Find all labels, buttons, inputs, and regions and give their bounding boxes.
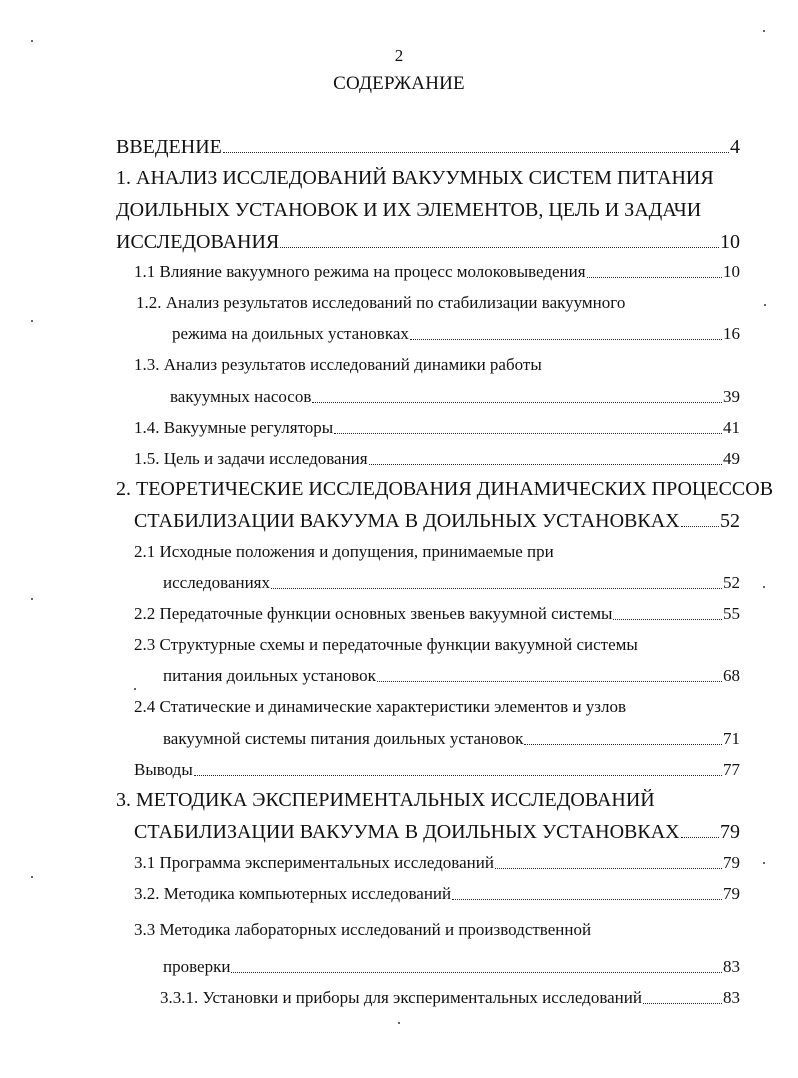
toc-entry-page: 52 [720,510,740,532]
toc-entry-introduction [116,134,740,160]
toc-entry-page: 68 [723,666,740,685]
dot-leader [495,867,722,869]
toc-section-1-2-line-2 [172,321,740,347]
toc-section-1-2-line-1 [136,290,625,316]
toc-section-1-3-line-1 [134,352,542,378]
dot-leader [194,774,722,776]
toc-entry-text: 1.1 Влияние вакуумного режима на процесс молоковыведения [134,262,586,281]
dot-leader [681,525,719,527]
scan-speck [763,862,765,864]
dot-leader [377,680,722,682]
toc-entry-page: 83 [723,957,740,976]
toc-entry-text: 1.4. Вакуумные регуляторы [134,418,334,437]
toc-section-3-3-1 [160,985,740,1011]
toc-section-2-4-line-2 [163,726,740,752]
toc-entry-text: 1.2. Анализ результатов исследований по стабилизации вакуумного [136,293,626,312]
toc-entry-text: 2. ТЕОРЕТИЧЕСКИЕ ИССЛЕДОВАНИЯ ДИНАМИЧЕСКИХ ПРОЦЕССОВ [116,478,774,500]
toc-entry-page: 83 [723,988,740,1007]
toc-entry-text: проверки [163,957,231,976]
toc-section-3-1 [134,850,740,876]
toc-entry-page: 52 [723,573,740,592]
toc-section-1-4 [134,415,740,441]
toc-entry-page: 55 [723,604,740,623]
toc-entry-page: 10 [723,262,740,281]
toc-entry-text: 2.4 Статические и динамические характеристики элементов и узлов [134,697,627,716]
toc-chapter-3-line-2 [134,819,740,845]
toc-section-2-4-line-1 [134,694,626,720]
dot-leader [681,836,719,838]
dot-leader [334,432,722,434]
dot-leader [410,338,722,340]
toc-entry-text: вакуумной системы питания доильных установок [163,729,524,748]
scan-speck [398,1022,400,1024]
toc-entry-text: ВВЕДЕНИЕ [116,136,222,158]
toc-section-3-2 [134,881,740,907]
scan-speck [764,304,766,306]
dot-leader [369,463,722,465]
toc-section-3-3-line-2 [163,954,740,980]
toc-chapter-2-line-1 [116,476,773,502]
scan-speck [31,876,33,878]
dot-leader [452,898,722,900]
toc-entry-text: 1. АНАЛИЗ ИССЛЕДОВАНИЙ ВАКУУМНЫХ СИСТЕМ ПИТАНИЯ [116,167,714,189]
scan-speck [134,688,136,690]
toc-entry-text: питания доильных установок [163,666,376,685]
toc-entry-page: 79 [723,884,740,903]
scan-speck [763,30,765,32]
toc-entry-text: 1.5. Цель и задачи исследования [134,449,368,468]
dot-leader [223,151,729,153]
toc-entry-text: ДОИЛЬНЫХ УСТАНОВОК И ИХ ЭЛЕМЕНТОВ, ЦЕЛЬ И ЗАДАЧИ [116,199,702,221]
toc-entry-text: 3.2. Методика компьютерных исследований [134,884,452,903]
toc-section-1-5 [134,446,740,472]
page-title: СОДЕРЖАНИЕ [333,73,465,94]
toc-entry-text: 2.2 Передаточные функции основных звеньев вакуумной системы [134,604,613,623]
toc-entry-text: 1.3. Анализ результатов исследований динамики работы [134,355,542,374]
toc-section-2-3-line-1 [134,632,638,658]
toc-section-2-1-line-2 [163,570,740,596]
toc-entry-page: 77 [723,760,740,779]
toc-chapter-1-line-1 [116,165,714,191]
toc-section-3-3-line-1 [134,917,591,943]
toc-chapter-2-line-2 [134,508,740,534]
toc-entry-text: Выводы [134,760,193,779]
toc-entry-page: 16 [723,324,740,343]
toc-entry-text: 3.3 Методика лабораторных исследований и производственной [134,920,592,939]
toc-entry-text: режима на доильных установках [172,324,409,343]
toc-section-2-2 [134,601,740,627]
toc-entry-page: 79 [723,853,740,872]
toc-entry-conclusions [134,757,740,783]
scan-speck [763,586,765,588]
toc-entry-page: 79 [720,821,740,843]
toc-section-1-1 [134,259,740,285]
toc-section-2-1-line-1 [134,539,554,565]
toc-section-2-3-line-2 [163,663,740,689]
toc-entry-text: СТАБИЛИЗАЦИИ ВАКУУМА В ДОИЛЬНЫХ УСТАНОВКАХ [134,821,680,843]
toc-entry-text: 3.3.1. Установки и приборы для экспериментальных исследований [160,988,642,1007]
toc-section-1-3-line-2 [170,384,740,410]
dot-leader [312,401,722,403]
toc-entry-page: 4 [730,136,740,158]
dot-leader [271,587,722,589]
scan-speck [31,40,33,42]
toc-entry-page: 71 [723,729,740,748]
toc-entry-text: СТАБИЛИЗАЦИИ ВАКУУМА В ДОИЛЬНЫХ УСТАНОВКАХ [134,510,680,532]
toc-chapter-3-line-1 [116,787,655,813]
toc-chapter-1-line-3 [116,229,740,255]
dot-leader [280,246,719,248]
toc-entry-text: 2.1 Исходные положения и допущения, принимаемые при [134,542,554,561]
toc-entry-text: 2.3 Структурные схемы и передаточные функции вакуумной системы [134,635,638,654]
dot-leader [524,743,722,745]
dot-leader [587,276,722,278]
toc-entry-page: 39 [723,387,740,406]
toc-entry-text: исследованиях [163,573,271,592]
page-number: 2 [394,46,404,65]
scan-speck [31,598,33,600]
dot-leader [231,971,722,973]
dot-leader [613,618,722,620]
toc-entry-page: 49 [723,449,740,468]
toc-entry-text: вакуумных насосов [170,387,312,406]
toc-entry-text: 3.1 Программа экспериментальных исследований [134,853,494,872]
dot-leader [643,1002,722,1004]
toc-entry-text: 3. МЕТОДИКА ЭКСПЕРИМЕНТАЛЬНЫХ ИССЛЕДОВАНИЙ [116,789,655,811]
toc-entry-text: ИССЛЕДОВАНИЯ [116,231,280,253]
toc-entry-page: 10 [720,231,740,253]
toc-entry-page: 41 [723,418,740,437]
scan-speck [31,320,33,322]
toc-chapter-1-line-2 [116,197,701,223]
